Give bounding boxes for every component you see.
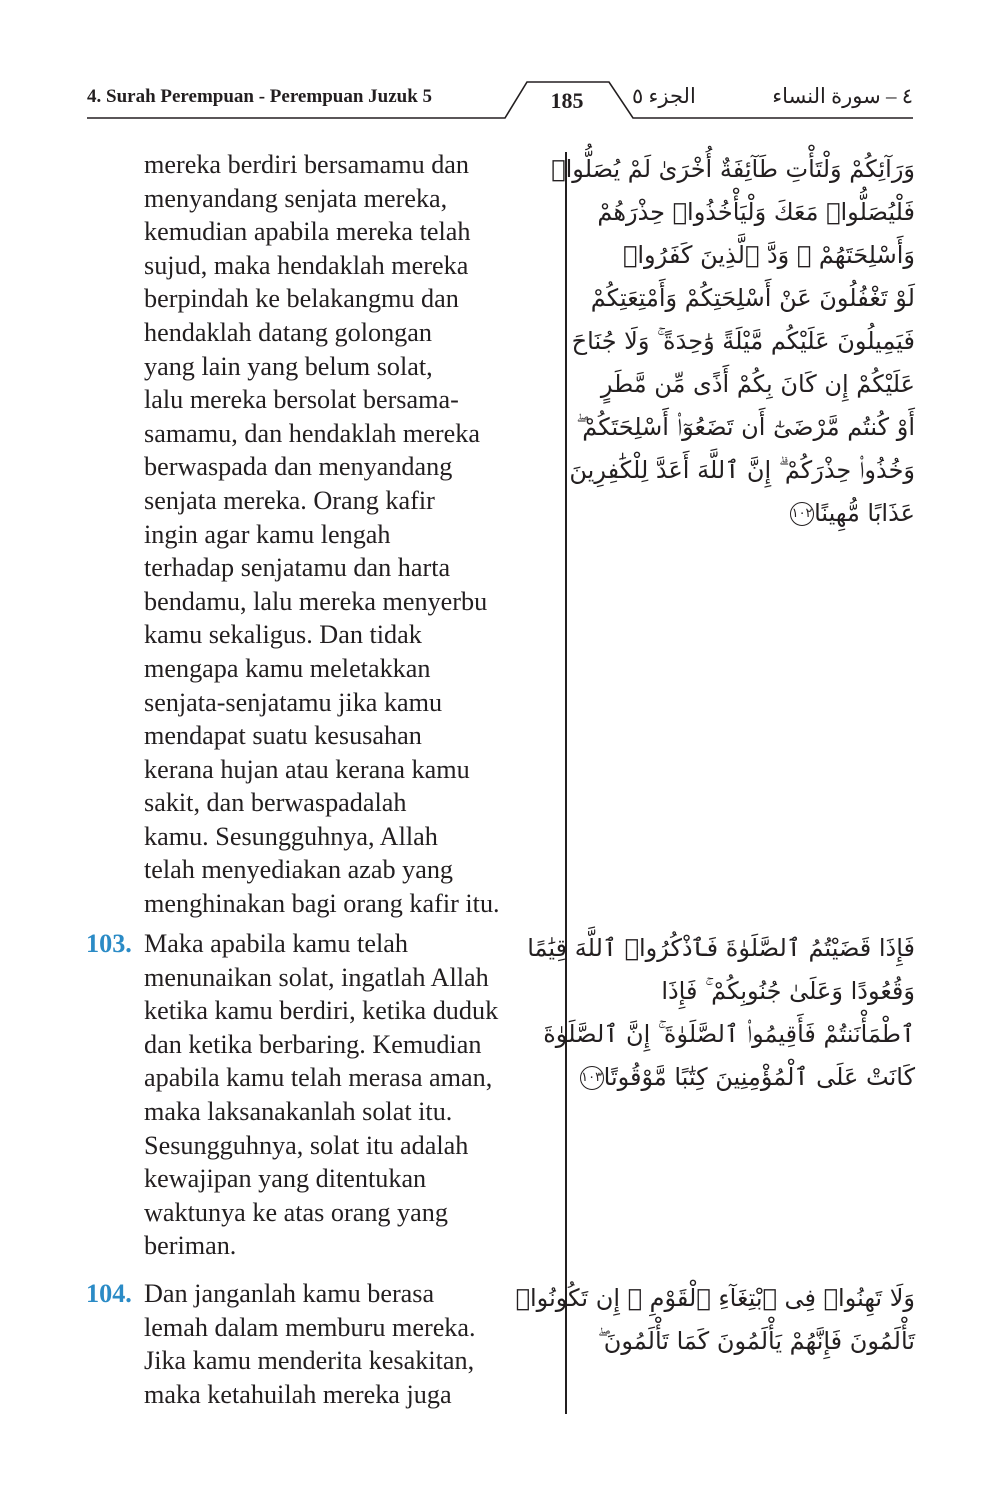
translation-line: sujud, maka hendaklah mereka [144, 250, 469, 280]
translation-line: maka laksanakanlah solat itu. [144, 1096, 453, 1126]
translation-line: berpindah ke belakangmu dan [144, 284, 459, 314]
translation-line: lemah dalam memburu mereka. [144, 1312, 476, 1342]
translation-line: lalu mereka bersolat bersama- [144, 385, 459, 415]
verse-103-translation [86, 927, 566, 1277]
translation-line: dan ketika berbaring. Kemudian [144, 1029, 482, 1059]
arabic-line: وَلَا تَهِنُوا۟ فِى ٱبْتِغَآءِ ٱلْقَوْمِ ۖ إِن تَكُونُوا۟ [515, 1284, 915, 1312]
translation-line: apabila kamu telah merasa aman, [144, 1063, 493, 1093]
translation-line: kemudian apabila mereka telah [144, 217, 471, 247]
arabic-line: وَقُعُودًا وَعَلَىٰ جُنُوبِكُمْ ۚ فَإِذَا [661, 977, 915, 1005]
translation-column [86, 148, 566, 1411]
verse-number: 103. [86, 929, 132, 958]
translation-line: telah menyediakan azab yang [144, 855, 454, 885]
verse-end-marker-icon: ١٠٣ [580, 1066, 604, 1090]
arabic-line: عَلَيْكُمْ إِن كَانَ بِكُمْ أَذًى مِّن مَّطَرٍ [600, 370, 915, 398]
verse-104-translation [86, 1277, 566, 1411]
arabic-line: وَأَسْلِحَتَهُمْ ۗ وَدَّ ٱلَّذِينَ كَفَرُوا۟ [622, 241, 915, 269]
verse-end-marker-icon: ١٠٢ [790, 502, 814, 526]
page-header [87, 78, 913, 122]
arabic-line: فَإِذَا قَضَيْتُمُ ٱلصَّلَوٰةَ فَٱذْكُرُوا۟ ٱللَّهَ قِيَٰمًا [527, 934, 915, 962]
translation-line: beriman. [144, 1231, 237, 1261]
arabic-text: كَانَتْ عَلَى ٱلْمُؤْمِنِينَ كِتَٰبًا مَّوْقُوتًا [603, 1063, 915, 1091]
translation-line: kamu. Sesungguhnya, Allah [144, 821, 438, 851]
translation-line: menunaikan solat, ingatlah Allah [144, 962, 489, 992]
arabic-line: وَرَآئِكُمْ وَلْتَأْتِ طَآئِفَةٌ أُخْرَىٰ لَمْ يُصَلُّوا۟ [551, 155, 915, 183]
arabic-line: لَوْ تَغْفُلُونَ عَنْ أَسْلِحَتِكُمْ وَأَمْتِعَتِكُمْ [590, 284, 915, 312]
translation-line: senjata mereka. Orang kafir [144, 485, 435, 515]
surah-title-latin: 4. Surah Perempuan - Perempuan Juzuk 5 [87, 86, 433, 107]
arabic-line: أَوْ كُنتُم مَّرْضَىٰٓ أَن تَضَعُوٓا۟ أَسْلِحَتَكُمْ ۖ [576, 413, 915, 441]
arabic-verse-104 [515, 1277, 915, 1363]
translation-line: berwaspada dan menyandang [144, 452, 453, 482]
translation-line: bendamu, lalu mereka menyerbu [144, 586, 488, 616]
page-number: 185 [550, 88, 584, 113]
arabic-line: فَيَمِيلُونَ عَلَيْكُم مَّيْلَةً وَٰحِدَةً ۚ وَلَا جُنَاحَ [571, 327, 915, 355]
translation-line: mendapat suatu kesusahan [144, 721, 422, 751]
arabic-verse-102-continuation [551, 148, 915, 927]
arabic-verse-103 [527, 927, 915, 1277]
translation-line: terhadap senjatamu dan harta [144, 553, 451, 583]
translation-line: waktunya ke atas orang yang [144, 1197, 448, 1227]
juz-label-arabic: الجزء ٥ [632, 84, 696, 108]
column-divider [565, 152, 567, 1414]
arabic-line: وَخُذُوا۟ حِذْرَكُمْ ۗ إِنَّ ٱللَّهَ أَعَدَّ لِلْكَٰفِرِينَ [569, 456, 915, 484]
verse-number: 104. [86, 1279, 132, 1308]
translation-line: maka ketahuilah mereka juga [144, 1379, 452, 1409]
translation-line: hendaklah datang golongan [144, 317, 432, 347]
translation-line: Dan janganlah kamu berasa [144, 1279, 435, 1308]
translation-line: Sesungguhnya, solat itu adalah [144, 1130, 469, 1160]
arabic-column [515, 148, 915, 1363]
translation-line: Jika kamu menderita kesakitan, [144, 1346, 475, 1376]
surah-title-arabic: ٤ – سورة النساء [772, 84, 913, 108]
arabic-line: تَأْلَمُونَ فَإِنَّهُمْ يَأْلَمُونَ كَمَا تَأْلَمُونَ ۖ [597, 1327, 915, 1355]
arabic-line [580, 1056, 915, 1099]
translation-line: kerana hujan atau kerana kamu [144, 754, 470, 784]
arabic-line [580, 492, 915, 535]
translation-line: menghinakan bagi orang kafir itu. [144, 889, 500, 919]
translation-line: samamu, dan hendaklah mereka [144, 418, 480, 448]
arabic-text: عَذَابًا مُّهِينًا [814, 499, 915, 527]
translation-line: ingin agar kamu lengah [144, 519, 391, 549]
translation-line: ketika kamu berdiri, ketika duduk [144, 996, 499, 1026]
translation-line: mengapa kamu meletakkan [144, 653, 431, 683]
translation-line: senjata-senjatamu jika kamu [144, 687, 443, 717]
translation-line: kamu sekaligus. Dan tidak [144, 620, 422, 650]
translation-line: yang lain yang belum solat, [144, 351, 433, 381]
translation-line: sakit, dan berwaspadalah [144, 788, 407, 818]
arabic-line: ٱطْمَأْنَنتُمْ فَأَقِيمُوا۟ ٱلصَّلَوٰةَ ۚ إِنَّ ٱلصَّلَوٰةَ [543, 1020, 915, 1048]
translation-line: mereka berdiri bersamamu dan [144, 150, 470, 179]
translation-continuation [86, 148, 566, 927]
translation-line: menyandang senjata mereka, [144, 183, 448, 213]
translation-line: Maka apabila kamu telah [144, 929, 408, 958]
translation-line: kewajipan yang ditentukan [144, 1164, 427, 1194]
arabic-line: فَلْيُصَلُّوا۟ مَعَكَ وَلْيَأْخُذُوا۟ حِذْرَهُمْ [597, 198, 915, 226]
